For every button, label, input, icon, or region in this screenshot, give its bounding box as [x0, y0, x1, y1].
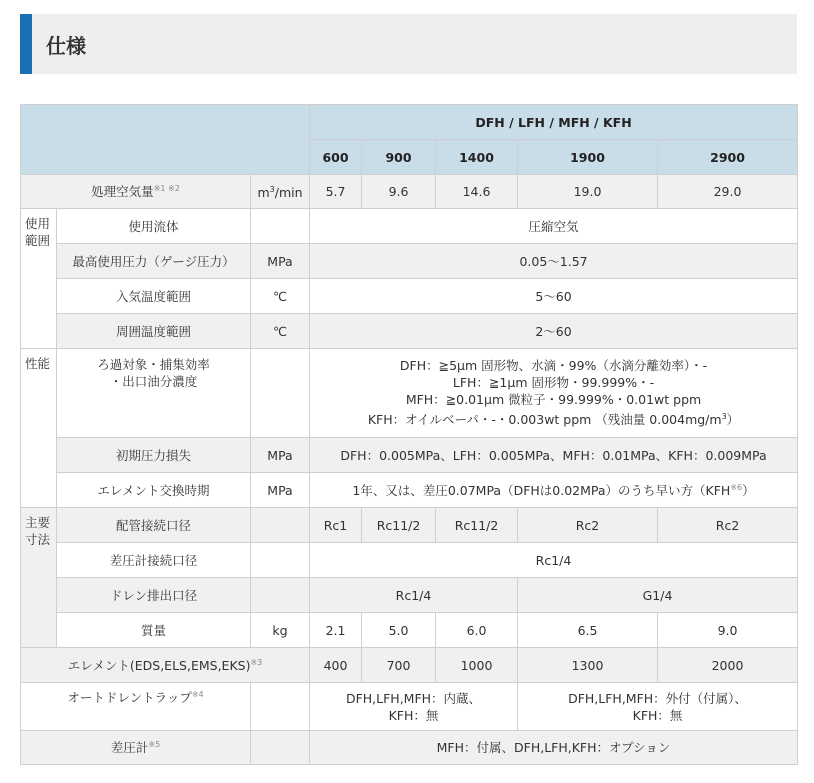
mass-value: 9.0	[658, 613, 798, 648]
max-pressure-value: 0.05～1.57	[310, 244, 798, 279]
row-inlet-temp	[21, 279, 798, 314]
row-fluid	[21, 209, 798, 244]
filtration-value: DFH：≧5μm 固形物、水滴・99%（水滴分離効率）・- LFH：≧1μm 固形物・99.999%・- MFH：≧0.01μm 微粒子・99.999%・0.01wt ppm KFH：オイルベーパ・-・0.003wt ppm （残油量 $0.004mg/m^3$）	[310, 349, 798, 438]
initial-drop-unit: MPa	[251, 438, 310, 473]
max-pressure-label: 最高使用圧力（ゲージ圧力）	[57, 244, 251, 279]
mass-label: 質量	[57, 613, 251, 648]
row-mass	[21, 613, 798, 648]
header-corner	[21, 105, 310, 175]
gauge-port-label: 差圧計接続口径	[57, 543, 251, 578]
inlet-temp-label: 入気温度範囲	[57, 279, 251, 314]
drain-value: Rc1/4	[310, 578, 518, 613]
fluid-label: 使用流体	[57, 209, 251, 244]
drain-value: G1/4	[518, 578, 798, 613]
dp-gauge-value: MFH：付属、DFH,LFH,KFH：オプション	[310, 731, 798, 765]
inlet-temp-unit: ℃	[251, 279, 310, 314]
drain-trap-external: DFH,LFH,MFH：外付（付属）、 KFH：無	[518, 683, 798, 731]
element-label: エレメント(EDS,ELS,EMS,EKS)$^{※3}$	[21, 648, 310, 683]
max-pressure-unit: MPa	[251, 244, 310, 279]
ambient-temp-label: 周囲温度範囲	[57, 314, 251, 349]
section-title-bar	[20, 14, 797, 74]
filtration-unit	[251, 349, 310, 438]
model-header: 1900	[518, 140, 658, 175]
element-value: 1300	[518, 648, 658, 683]
model-header: 900	[362, 140, 436, 175]
element-value: 700	[362, 648, 436, 683]
element-change-label: エレメント交換時期	[57, 473, 251, 508]
air-flow-value: 29.0	[658, 175, 798, 209]
drain-trap-label: オートドレントラップ$^{※4}$	[21, 683, 251, 731]
filtration-label: ろ過対象・捕集効率 ・出口油分濃度	[57, 349, 251, 438]
row-max-pressure	[21, 244, 798, 279]
element-value: 2000	[658, 648, 798, 683]
fluid-unit	[251, 209, 310, 244]
ambient-temp-unit: ℃	[251, 314, 310, 349]
footnote-mark: ※4	[191, 689, 204, 699]
pipe-value: Rc2	[518, 508, 658, 543]
row-air-flow	[21, 175, 798, 209]
category-performance: 性能	[21, 349, 57, 508]
spec-table	[20, 104, 798, 765]
footnote-mark: ※1 ※2	[153, 183, 180, 193]
row-initial-drop	[21, 438, 798, 473]
dp-gauge-label: 差圧計$^{※5}$	[21, 731, 251, 765]
pipe-value: Rc2	[658, 508, 798, 543]
footnote-mark: ※3	[250, 657, 263, 667]
mass-value: 6.5	[518, 613, 658, 648]
header-row-series	[21, 105, 798, 140]
page-title: 仕様	[46, 34, 86, 58]
drain-trap-internal: DFH,LFH,MFH：内蔵、 KFH：無	[310, 683, 518, 731]
air-flow-label: 処理空気量$^{※1 ※2}$	[21, 175, 251, 209]
model-header: 2900	[658, 140, 798, 175]
initial-drop-value: DFH：0.005MPa、LFH：0.005MPa、MFH：0.01MPa、KFH：0.009MPa	[310, 438, 798, 473]
header-series: DFH / LFH / MFH / KFH	[310, 105, 798, 140]
row-pipe	[21, 508, 798, 543]
fluid-value: 圧縮空気	[310, 209, 798, 244]
initial-drop-label: 初期圧力損失	[57, 438, 251, 473]
row-filtration	[21, 349, 798, 438]
row-ambient-temp	[21, 314, 798, 349]
drain-unit	[251, 578, 310, 613]
pipe-label: 配管接続口径	[57, 508, 251, 543]
air-flow-unit: $m^3/\min$	[251, 175, 310, 209]
mass-unit: kg	[251, 613, 310, 648]
row-element-change	[21, 473, 798, 508]
element-change-value: 1年、又は、差圧0.07MPa（DFHは0.02MPa）のうち早い方（KFH$^{※6}$）	[310, 473, 798, 508]
dp-gauge-unit	[251, 731, 310, 765]
element-change-unit: MPa	[251, 473, 310, 508]
inlet-temp-value: 5～60	[310, 279, 798, 314]
drain-label: ドレン排出口径	[57, 578, 251, 613]
pipe-value: Rc11/2	[362, 508, 436, 543]
mass-value: 2.1	[310, 613, 362, 648]
model-header: 600	[310, 140, 362, 175]
row-gauge-port	[21, 543, 798, 578]
pipe-unit	[251, 508, 310, 543]
row-dp-gauge	[21, 731, 798, 765]
gauge-port-unit	[251, 543, 310, 578]
footnote-mark: ※6	[730, 482, 743, 492]
model-header: 1400	[436, 140, 518, 175]
row-drain	[21, 578, 798, 613]
mass-value: 6.0	[436, 613, 518, 648]
title-accent-bar	[20, 14, 32, 74]
ambient-temp-value: 2～60	[310, 314, 798, 349]
mass-value: 5.0	[362, 613, 436, 648]
pipe-value: Rc11/2	[436, 508, 518, 543]
air-flow-value: 14.6	[436, 175, 518, 209]
drain-trap-unit	[251, 683, 310, 731]
gauge-port-value: Rc1/4	[310, 543, 798, 578]
element-value: 400	[310, 648, 362, 683]
air-flow-value: 9.6	[362, 175, 436, 209]
air-flow-value: 19.0	[518, 175, 658, 209]
category-dimensions: 主要 寸法	[21, 508, 57, 648]
air-flow-value: 5.7	[310, 175, 362, 209]
row-drain-trap	[21, 683, 798, 731]
row-element	[21, 648, 798, 683]
footnote-mark: ※5	[148, 739, 161, 749]
pipe-value: Rc1	[310, 508, 362, 543]
element-value: 1000	[436, 648, 518, 683]
category-usage-range: 使用 範囲	[21, 209, 57, 349]
